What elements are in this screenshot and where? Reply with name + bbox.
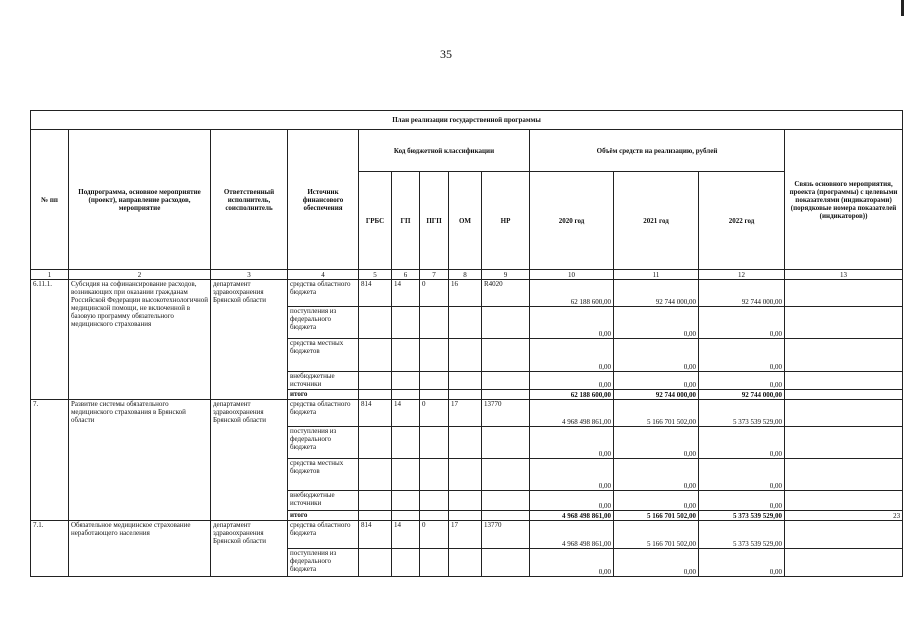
code-gp <box>392 339 420 372</box>
code-gp <box>392 427 420 459</box>
code-pgp <box>420 427 449 459</box>
code-gp <box>392 307 420 339</box>
code-grbs <box>359 307 392 339</box>
amount-2021: 0,00 <box>614 307 699 339</box>
code-pgp <box>420 511 449 521</box>
code-om <box>449 549 482 577</box>
funding-source: внебюджетные источники <box>288 491 359 511</box>
section-row <box>31 280 903 307</box>
item-name: Обязательное медицинское страхование неработающего населения <box>69 521 211 577</box>
code-pgp: 0 <box>420 521 449 549</box>
page-number: 35 <box>440 47 452 61</box>
indicator-link-empty <box>785 307 903 339</box>
indicator-link-empty <box>785 339 903 372</box>
amount-2020: 4 968 498 861,00 <box>530 400 614 427</box>
code-gp <box>392 390 420 400</box>
code-pgp <box>420 372 449 390</box>
code-grbs <box>359 491 392 511</box>
indicator-link: 23 <box>785 511 903 521</box>
code-gp: 14 <box>392 280 420 307</box>
code-grbs <box>359 427 392 459</box>
section-row <box>31 521 903 549</box>
amount-2021: 5 166 701 502,00 <box>614 511 699 521</box>
code-om: 17 <box>449 521 482 549</box>
col-number: 3 <box>211 270 288 280</box>
amount-2022: 0,00 <box>699 307 785 339</box>
indicator-link-empty <box>785 459 903 491</box>
funding-source: поступления из федерального бюджета <box>288 427 359 459</box>
col-number: 6 <box>392 270 420 280</box>
code-om <box>449 427 482 459</box>
amount-2020: 4 968 498 861,00 <box>530 511 614 521</box>
code-grbs <box>359 372 392 390</box>
col-number: 1 <box>31 270 69 280</box>
code-nr <box>482 390 530 400</box>
header-2020: 2020 год <box>530 172 614 270</box>
program-plan-table-wrapper <box>30 110 902 577</box>
code-grbs <box>359 390 392 400</box>
indicator-link-empty <box>785 521 903 549</box>
amount-2022: 0,00 <box>699 339 785 372</box>
code-grbs <box>359 511 392 521</box>
col-number: 2 <box>69 270 211 280</box>
code-nr <box>482 372 530 390</box>
code-gp <box>392 459 420 491</box>
header-link: Связь основного мероприятия, проекта (программы) с целевыми показателями (индикаторами) (порядковые номера показателей (индикаторов)) <box>785 130 903 270</box>
header-row-1 <box>31 130 903 172</box>
indicator-link-empty <box>785 400 903 427</box>
item-responsible: департамент здравоохранения Брянской области <box>211 521 288 577</box>
amount-2020: 0,00 <box>530 459 614 491</box>
code-gp: 14 <box>392 400 420 427</box>
amount-2022: 0,00 <box>699 372 785 390</box>
code-nr <box>482 307 530 339</box>
code-om <box>449 390 482 400</box>
table-header <box>31 111 903 280</box>
amount-2020: 0,00 <box>530 372 614 390</box>
section-row <box>31 400 903 427</box>
indicator-link-empty <box>785 372 903 390</box>
column-number-row <box>31 270 903 280</box>
amount-2021: 5 166 701 502,00 <box>614 400 699 427</box>
amount-2020: 62 188 600,00 <box>530 280 614 307</box>
amount-2021: 92 744 000,00 <box>614 280 699 307</box>
code-pgp <box>420 491 449 511</box>
col-number: 12 <box>699 270 785 280</box>
amount-2022: 5 373 539 529,00 <box>699 511 785 521</box>
code-pgp <box>420 390 449 400</box>
code-om <box>449 307 482 339</box>
indicator-link <box>785 390 903 400</box>
amount-2022: 0,00 <box>699 491 785 511</box>
header-funding-group: Объём средств на реализацию, рублей <box>530 130 785 172</box>
code-nr <box>482 511 530 521</box>
code-gp <box>392 549 420 577</box>
header-responsible: Ответственный исполнитель, соисполнитель <box>211 130 288 270</box>
col-number: 11 <box>614 270 699 280</box>
item-name: Развитие системы обязательного медицинского страхования в Брянской области <box>69 400 211 521</box>
scan-edge-mark <box>901 0 904 16</box>
program-plan-table <box>30 110 903 577</box>
header-source: Источник финансового обеспечения <box>288 130 359 270</box>
funding-source: средства областного бюджета <box>288 400 359 427</box>
code-grbs <box>359 459 392 491</box>
header-nr: НР <box>482 172 530 270</box>
funding-source: средства местных бюджетов <box>288 339 359 372</box>
code-nr <box>482 491 530 511</box>
item-number: 6.11.1. <box>31 280 69 400</box>
code-om: 16 <box>449 280 482 307</box>
code-om <box>449 339 482 372</box>
table-body <box>31 280 903 577</box>
item-name: Субсидия на софинансирование расходов, возникающих при оказании гражданам Российской Федерации высокотехнологичной медицинской помощи, не включенной в базовую программу обязательного медицинского страхования <box>69 280 211 400</box>
code-nr <box>482 549 530 577</box>
amount-2021: 0,00 <box>614 491 699 511</box>
amount-2022: 5 373 539 529,00 <box>699 400 785 427</box>
header-num: № пп <box>31 130 69 270</box>
funding-source: средства областного бюджета <box>288 521 359 549</box>
amount-2020: 0,00 <box>530 427 614 459</box>
funding-source: внебюджетные источники <box>288 372 359 390</box>
col-number: 10 <box>530 270 614 280</box>
table-title-row <box>31 111 903 130</box>
funding-source: поступления из федерального бюджета <box>288 307 359 339</box>
col-number: 7 <box>420 270 449 280</box>
code-gp <box>392 491 420 511</box>
col-number: 4 <box>288 270 359 280</box>
header-2021: 2021 год <box>614 172 699 270</box>
amount-2021: 92 744 000,00 <box>614 390 699 400</box>
amount-2020: 62 188 600,00 <box>530 390 614 400</box>
code-om: 17 <box>449 400 482 427</box>
code-pgp: 0 <box>420 280 449 307</box>
amount-2021: 0,00 <box>614 427 699 459</box>
amount-2021: 0,00 <box>614 372 699 390</box>
amount-2022: 0,00 <box>699 549 785 577</box>
funding-source: итого <box>288 390 359 400</box>
code-nr: R4020 <box>482 280 530 307</box>
amount-2022: 5 373 539 529,00 <box>699 521 785 549</box>
funding-source: средства местных бюджетов <box>288 459 359 491</box>
code-grbs <box>359 549 392 577</box>
indicator-link-empty <box>785 549 903 577</box>
header-2022: 2022 год <box>699 172 785 270</box>
amount-2020: 4 968 498 861,00 <box>530 521 614 549</box>
item-responsible: департамент здравоохранения Брянской области <box>211 280 288 400</box>
code-pgp <box>420 459 449 491</box>
code-gp: 14 <box>392 521 420 549</box>
code-grbs <box>359 339 392 372</box>
code-nr <box>482 339 530 372</box>
funding-source: итого <box>288 511 359 521</box>
funding-source: средства областного бюджета <box>288 280 359 307</box>
code-om <box>449 459 482 491</box>
col-number: 13 <box>785 270 903 280</box>
col-number: 8 <box>449 270 482 280</box>
header-budget-code-group: Код бюджетной классификации <box>359 130 530 172</box>
indicator-link-empty <box>785 427 903 459</box>
amount-2020: 0,00 <box>530 307 614 339</box>
indicator-link-empty <box>785 491 903 511</box>
amount-2020: 0,00 <box>530 491 614 511</box>
code-grbs: 814 <box>359 521 392 549</box>
code-nr: 13770 <box>482 400 530 427</box>
code-nr: 13770 <box>482 521 530 549</box>
amount-2022: 92 744 000,00 <box>699 390 785 400</box>
code-gp <box>392 511 420 521</box>
item-number: 7. <box>31 400 69 521</box>
table-title: План реализации государственной программы <box>31 111 903 130</box>
col-number: 5 <box>359 270 392 280</box>
code-nr <box>482 427 530 459</box>
code-pgp: 0 <box>420 400 449 427</box>
amount-2020: 0,00 <box>530 339 614 372</box>
funding-source: поступления из федерального бюджета <box>288 549 359 577</box>
item-responsible: департамент здравоохранения Брянской области <box>211 400 288 521</box>
code-pgp <box>420 307 449 339</box>
amount-2020: 0,00 <box>530 549 614 577</box>
code-om <box>449 511 482 521</box>
amount-2022: 0,00 <box>699 427 785 459</box>
header-grbs: ГРБС <box>359 172 392 270</box>
header-program: Подпрограмма, основное мероприятие (проект), направление расходов, мероприятие <box>69 130 211 270</box>
code-nr <box>482 459 530 491</box>
amount-2021: 0,00 <box>614 459 699 491</box>
indicator-link-empty <box>785 280 903 307</box>
code-grbs: 814 <box>359 400 392 427</box>
code-gp <box>392 372 420 390</box>
amount-2021: 0,00 <box>614 549 699 577</box>
amount-2021: 0,00 <box>614 339 699 372</box>
code-pgp <box>420 339 449 372</box>
amount-2022: 0,00 <box>699 459 785 491</box>
code-grbs: 814 <box>359 280 392 307</box>
header-gp: ГП <box>392 172 420 270</box>
item-number: 7.1. <box>31 521 69 577</box>
code-om <box>449 491 482 511</box>
amount-2021: 5 166 701 502,00 <box>614 521 699 549</box>
header-pgp: ПГП <box>420 172 449 270</box>
amount-2022: 92 744 000,00 <box>699 280 785 307</box>
code-pgp <box>420 549 449 577</box>
header-om: ОМ <box>449 172 482 270</box>
col-number: 9 <box>482 270 530 280</box>
code-om <box>449 372 482 390</box>
